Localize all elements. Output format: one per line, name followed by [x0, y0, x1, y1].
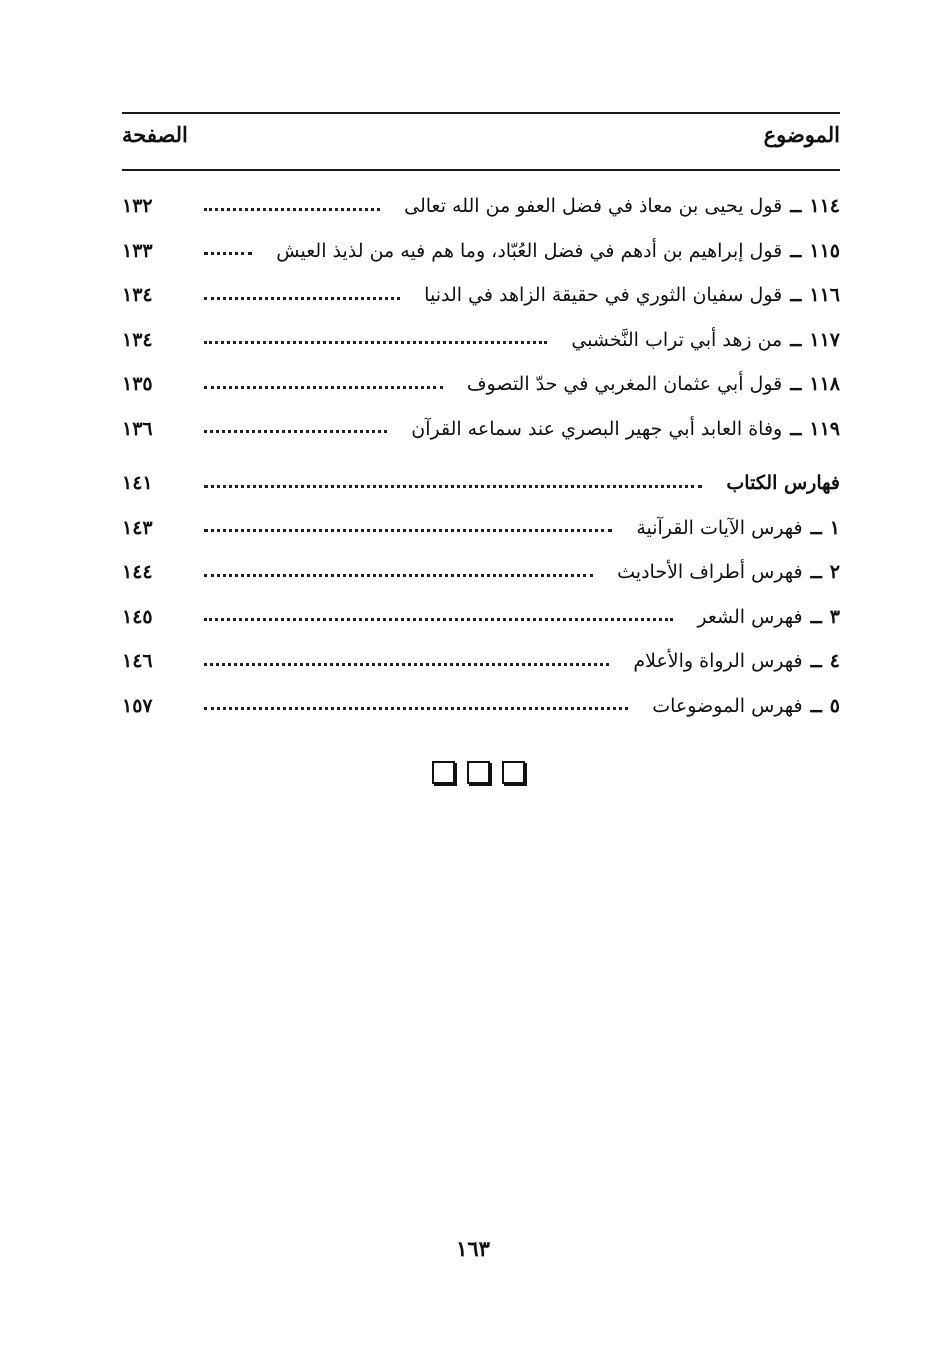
- toc-index-4[interactable]: [122, 639, 840, 684]
- page-number: ١٦٣: [456, 1236, 490, 1261]
- toc-index-3[interactable]: [122, 595, 840, 640]
- toc-entry-119[interactable]: [122, 407, 840, 452]
- toc-entry-dash: ــ: [790, 417, 802, 440]
- toc-entry-page: ١٤٤: [122, 561, 153, 584]
- toc-entry-dash: ــ: [790, 195, 802, 218]
- dot-leader: [204, 618, 673, 621]
- toc-entry-dash: ــ: [790, 373, 802, 396]
- table-of-contents: [122, 184, 840, 728]
- toc-section-indexes[interactable]: [122, 461, 840, 506]
- toc-entry-text: [394, 195, 840, 217]
- square-ornament-icon: [467, 761, 490, 784]
- toc-entry-number: ٤: [829, 650, 840, 673]
- toc-entry-number: ١١٦: [809, 284, 840, 307]
- toc-entry-114[interactable]: [122, 184, 840, 229]
- toc-entry-118[interactable]: [122, 362, 840, 407]
- toc-entry-page: ١٥٧: [122, 694, 153, 717]
- toc-entry-text: [716, 472, 840, 494]
- dot-leader: [204, 707, 628, 710]
- toc-entry-title: قول إبراهيم بن أدهم في فضل العُبّاد، وما هم فيه من لذيذ العيش: [276, 239, 783, 262]
- toc-entry-page: ١٣٤: [122, 284, 153, 307]
- toc-entry-title: فهرس الشعر: [697, 605, 803, 628]
- dot-leader: [204, 341, 547, 344]
- toc-entry-title: فهرس الموضوعات: [652, 694, 803, 717]
- toc-entry-number: ١١٨: [809, 373, 840, 396]
- square-ornament-icon: [502, 761, 525, 784]
- dot-leader: [204, 430, 387, 433]
- dot-leader: [204, 529, 612, 532]
- toc-index-2[interactable]: [122, 550, 840, 595]
- toc-entry-dash: ــ: [790, 328, 802, 351]
- toc-entry-116[interactable]: [122, 273, 840, 318]
- toc-entry-title: فهرس الآيات القرآنية: [636, 516, 803, 539]
- toc-entry-text: [401, 418, 840, 440]
- toc-entry-dash: ــ: [810, 650, 822, 673]
- toc-entry-number: ١: [829, 516, 840, 539]
- toc-entry-number: ٢: [829, 561, 840, 584]
- dot-leader: [204, 208, 380, 211]
- toc-entry-number: ١١٧: [809, 328, 840, 351]
- toc-entry-dash: ــ: [810, 694, 822, 717]
- toc-entry-title: فهرس الرواة والأعلام: [633, 650, 803, 673]
- toc-entry-page: ١٣٤: [122, 328, 153, 351]
- subject-column-header: الموضوع: [763, 122, 840, 147]
- toc-entry-page: ١٣٦: [122, 417, 153, 440]
- toc-entry-title: قول يحيى بن معاذ في فضل العفو من الله تعالى: [404, 195, 783, 218]
- toc-entry-page: ١٤٦: [122, 650, 153, 673]
- toc-entry-text: [457, 373, 840, 395]
- toc-entry-page: ١٣٢: [122, 195, 153, 218]
- toc-entry-dash: ــ: [810, 605, 822, 628]
- toc-entry-text: [687, 606, 840, 628]
- toc-entry-dash: ــ: [790, 284, 802, 307]
- toc-entry-page: ١٤٣: [122, 516, 153, 539]
- toc-entry-number: ٣: [829, 605, 840, 628]
- toc-entry-number: ١١٥: [809, 239, 840, 262]
- header-rule: [122, 169, 840, 171]
- toc-entry-title: وفاة العابد أبي جهير البصري عند سماعه القرآن: [411, 417, 783, 440]
- dot-leader: [204, 485, 702, 488]
- toc-entry-number: ٥: [829, 694, 840, 717]
- dot-leader: [204, 574, 593, 577]
- toc-entry-text: [607, 561, 840, 583]
- toc-entry-page: ١٤١: [122, 472, 153, 495]
- toc-entry-number: ١١٤: [809, 195, 840, 218]
- toc-section-title: فهارس الكتاب: [726, 472, 840, 495]
- dot-leader: [204, 297, 400, 300]
- toc-entry-title: فهرس أطراف الأحاديث: [617, 561, 803, 584]
- toc-entry-text: [561, 329, 840, 351]
- dot-leader: [204, 252, 252, 255]
- toc-entry-page: ١٣٣: [122, 239, 153, 262]
- end-ornament: [432, 761, 525, 784]
- toc-entry-text: [626, 517, 840, 539]
- toc-entry-text: [623, 650, 840, 672]
- toc-entry-title: قول أبي عثمان المغربي في حدّ التصوف: [466, 373, 783, 396]
- top-rule: [122, 112, 840, 114]
- toc-entry-text: [266, 240, 840, 262]
- toc-entry-page: ١٤٥: [122, 605, 153, 628]
- toc-entry-dash: ــ: [790, 239, 802, 262]
- toc-index-5[interactable]: [122, 684, 840, 729]
- toc-entry-page: ١٣٥: [122, 373, 153, 396]
- page-column-header: الصفحة: [122, 122, 188, 147]
- toc-entry-117[interactable]: [122, 318, 840, 363]
- toc-entry-number: ١١٩: [809, 417, 840, 440]
- toc-entry-title: من زهد أبي تراب النَّخشبي: [571, 328, 783, 351]
- toc-entry-dash: ــ: [810, 561, 822, 584]
- toc-entry-dash: ــ: [810, 516, 822, 539]
- toc-index-1[interactable]: [122, 506, 840, 551]
- toc-entry-title: قول سفيان الثوري في حقيقة الزاهد في الدنيا: [424, 284, 783, 307]
- square-ornament-icon: [432, 761, 455, 784]
- toc-entry-text: [414, 284, 840, 306]
- toc-entry-text: [642, 695, 840, 717]
- toc-entry-115[interactable]: [122, 229, 840, 274]
- dot-leader: [204, 386, 443, 389]
- dot-leader: [204, 663, 609, 666]
